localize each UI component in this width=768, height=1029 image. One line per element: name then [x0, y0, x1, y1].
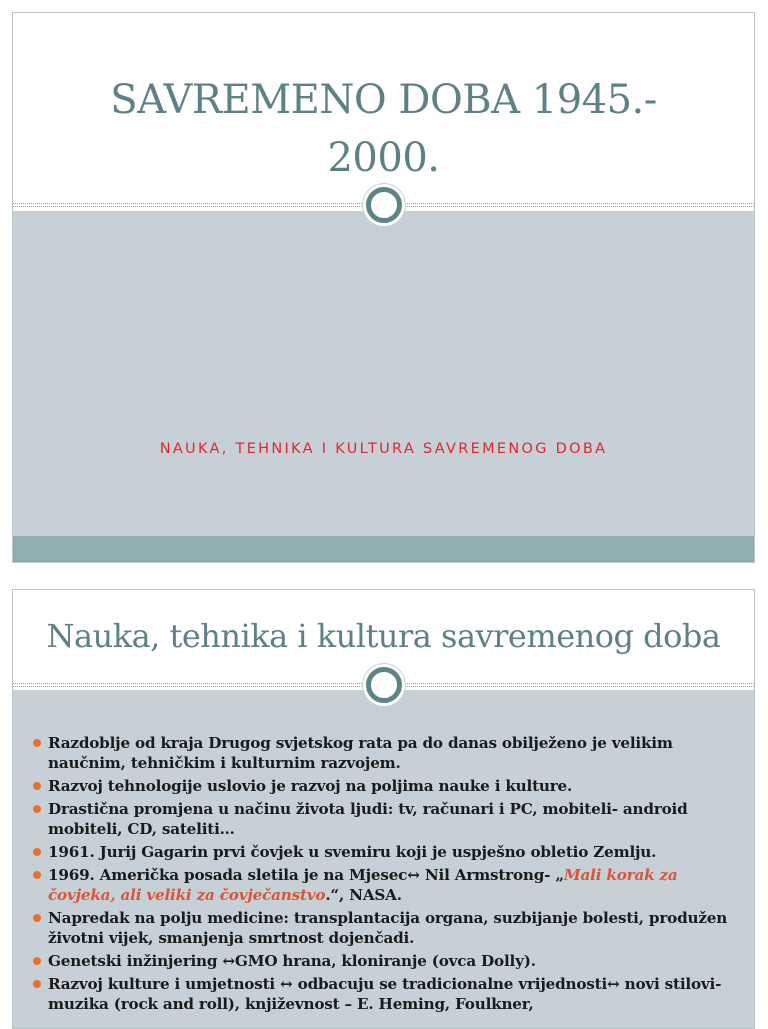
bullet-dot-icon [33, 805, 41, 813]
bullet-dot-icon [33, 957, 41, 965]
list-item-text: 1969. Američka posada sletila je na Mjesec↔ Nil Armstrong- „ [48, 866, 564, 884]
list-item-text: Razvoj kulture i umjetnosti ↔ odbacuju se tradicionalne vrijednosti↔ novi stilovi-muzika (rock and roll), književnost – E. Heming, Foulkner, [48, 975, 722, 1013]
slide-title: SAVREMENO DOBA 1945.- 2000. [110, 77, 657, 181]
bullet-dot-icon [33, 739, 41, 747]
list-item [33, 799, 736, 839]
list-item [33, 865, 736, 905]
circle-ring-icon [366, 667, 402, 703]
title-area [13, 13, 754, 205]
list-item-text: Razdoblje od kraja Drugog svjetskog rata pa do danas obilježeno je velikim naučnim, tehničkim i kulturnim razvojem. [48, 734, 673, 772]
title-slide [12, 12, 755, 563]
list-item [33, 776, 736, 796]
bullet-dot-icon [33, 914, 41, 922]
bullet-list [33, 733, 736, 1017]
body-area [13, 211, 754, 562]
list-item [33, 951, 736, 971]
list-item-text-after: .“, NASA. [325, 886, 402, 904]
list-item-text: Napredak na polju medicine: transplantacija organa, suzbijanje bolesti, produžen životni vijek, smanjenja smrtnost dojenčadi. [48, 909, 728, 947]
circle-ring-icon [366, 187, 402, 223]
footer-band [13, 536, 754, 562]
list-item-text: Razvoj tehnologije uslovio je razvoj na poljima nauke i kulture. [48, 777, 573, 795]
list-item [33, 908, 736, 948]
list-item [33, 974, 736, 1014]
list-item-text: Drastična promjena u načinu života ljudi: tv, računari i PC, mobiteli- android mobiteli, CD, sateliti… [48, 800, 688, 838]
slide-subtitle: NAUKA, TEHNIKA I KULTURA SAVREMENOG DOBA [159, 441, 608, 457]
quote-text: Mali korak za čovjeka, ali veliki za čovječanstvo [48, 866, 678, 904]
list-item-text: Genetski inžinjering ↔GMO hrana, kloniranje (ovca Dolly). [48, 952, 536, 970]
content-slide [12, 589, 755, 1029]
list-item-text: 1961. Jurij Gagarin prvi čovjek u svemiru koji je uspješno obletio Zemlju. [48, 843, 657, 861]
list-item [33, 842, 736, 862]
bullet-dot-icon [33, 782, 41, 790]
slide-title: Nauka, tehnika i kultura savremenog doba [46, 617, 721, 655]
bullet-dot-icon [33, 871, 41, 879]
bullet-dot-icon [33, 980, 41, 988]
list-item [33, 733, 736, 773]
bullet-dot-icon [33, 848, 41, 856]
